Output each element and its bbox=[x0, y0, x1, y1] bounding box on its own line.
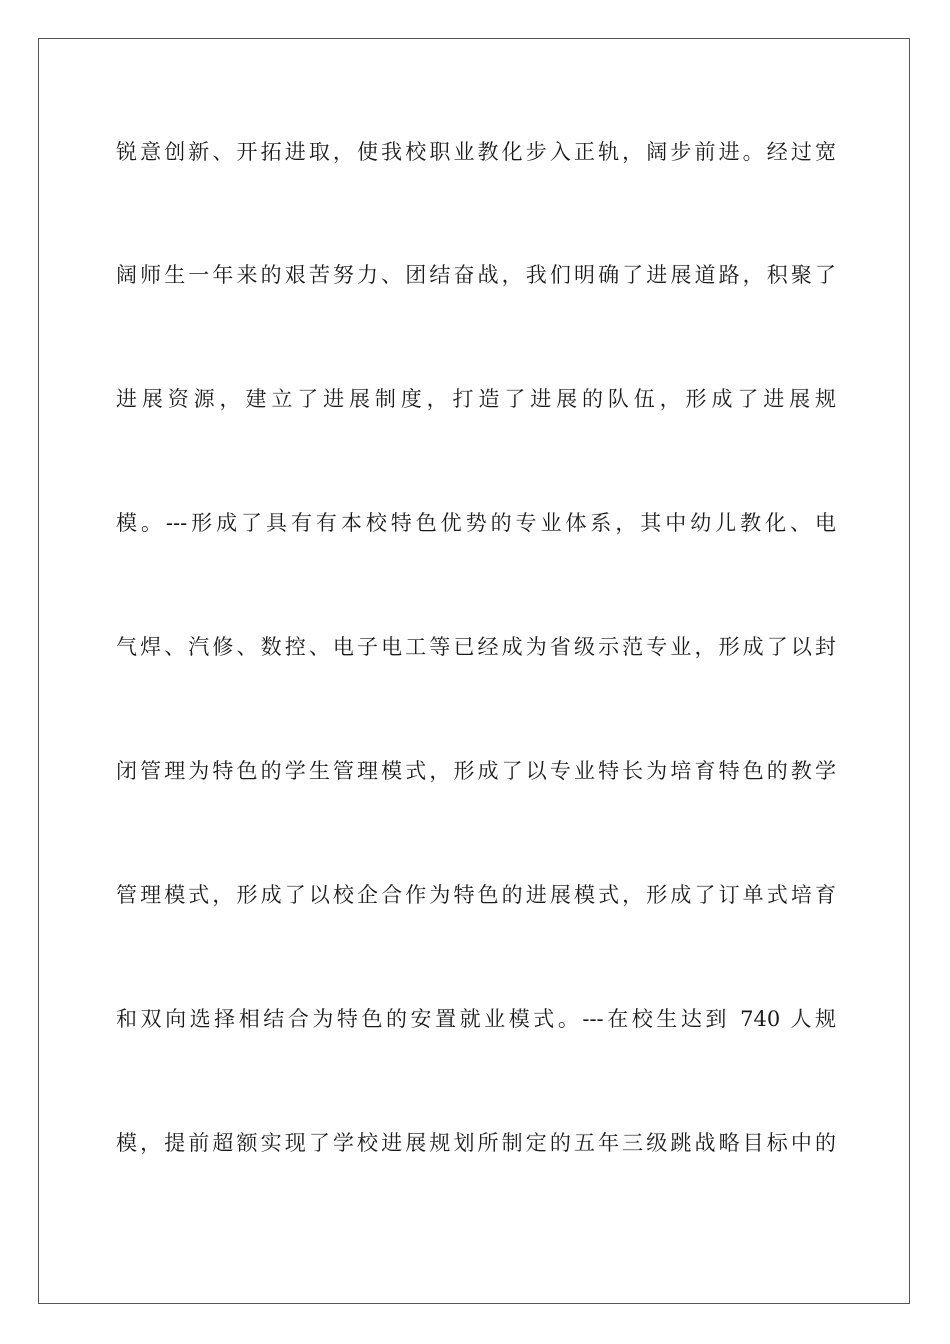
paragraph-line-6: 闭管理为特色的学生管理模式，形成了以专业特长为培育特色的教学 bbox=[116, 759, 836, 783]
paragraph-line-2: 阔师生一年来的艰苦努力、团结奋战，我们明确了进展道路，积聚了 bbox=[116, 263, 836, 287]
page-border bbox=[38, 38, 910, 1304]
paragraph-line-3: 进展资源，建立了进展制度，打造了进展的队伍，形成了进展规 bbox=[116, 387, 836, 411]
paragraph-line-9: 模，提前超额实现了学校进展规划所制定的五年三级跳战略目标中的 bbox=[116, 1131, 836, 1155]
paragraph-line-4: 模。---形成了具有有本校特色优势的专业体系，其中幼儿教化、电 bbox=[116, 511, 836, 535]
paragraph-line-1: 锐意创新、开拓进取，使我校职业教化步入正轨，阔步前进。经过宽 bbox=[116, 140, 836, 164]
paragraph-line-5: 气焊、汽修、数控、电子电工等已经成为省级示范专业，形成了以封 bbox=[116, 635, 836, 659]
paragraph-line-8: 和双向选择相结合为特色的安置就业模式。---在校生达到 740 人规 bbox=[116, 1007, 836, 1031]
paragraph-line-7: 管理模式，形成了以校企合作为特色的进展模式，形成了订单式培育 bbox=[116, 883, 836, 907]
